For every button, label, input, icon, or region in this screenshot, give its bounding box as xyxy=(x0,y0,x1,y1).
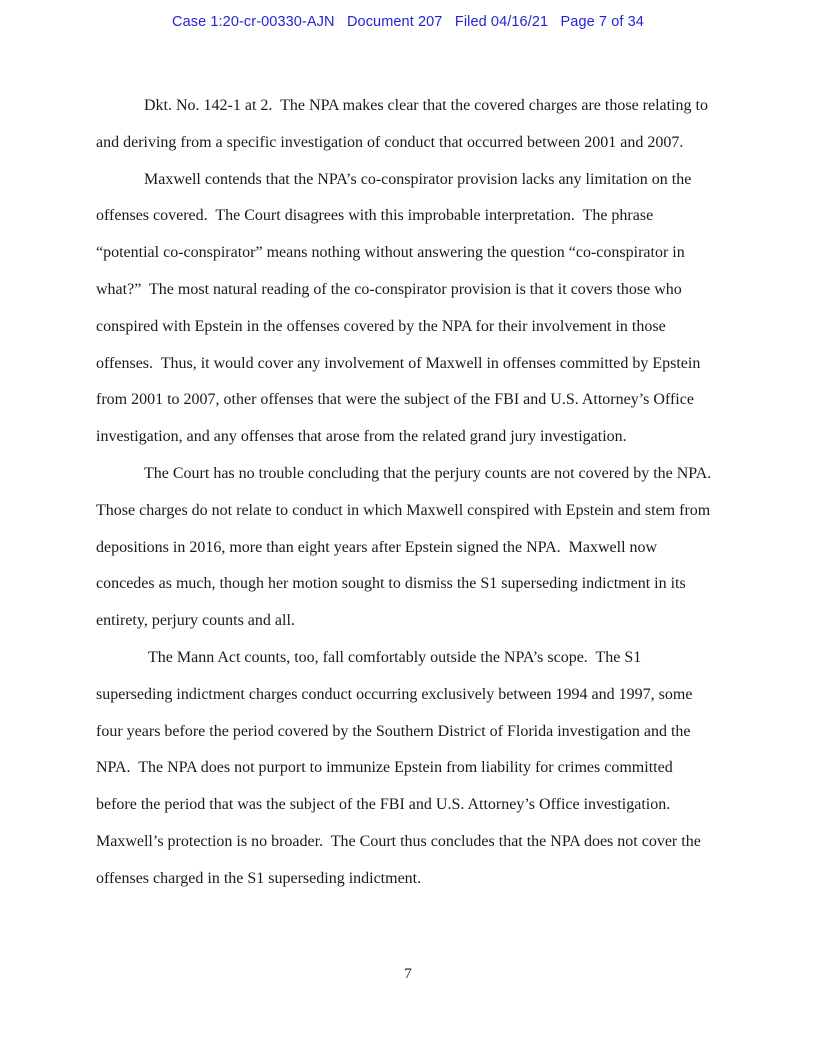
page-number: 7 xyxy=(404,966,412,982)
paragraph-2: Maxwell contends that the NPA’s co-conspirator provision lacks any limitation on the offenses covered. The Court disagrees with this improbable interpretation. The phrase “potential co-conspirator” means nothing without answering the question “co-conspirator in what?” The most natural reading of the co-conspirator provision is that it covers those who conspired with Epstein in the offenses covered by the NPA for their involvement in those offenses. Thus, it would cover any involvement of Maxwell in offenses committed by Epstein from 2001 to 2007, other offenses that were the subject of the FBI and U.S. Attorney’s Office investigation, and any offenses that arose from the related grand jury investigation. xyxy=(96,170,705,446)
document-body xyxy=(96,88,719,898)
paragraph-4: The Mann Act counts, too, fall comfortably outside the NPA’s scope. The S1 superseding indictment charges conduct occurring exclusively between 1994 and 1997, some four years before the period covered by the Southern District of Florida investigation and the NPA. The NPA does not purport to immunize Epstein from liability for crimes committed before the period that was the subject of the FBI and U.S. Attorney’s Office investigation. Maxwell’s protection is no broader. The Court thus concludes that the NPA does not cover the offenses charged in the S1 superseding indictment. xyxy=(96,648,705,887)
paragraph-3: The Court has no trouble concluding that the perjury counts are not covered by the NPA. Those charges do not relate to conduct in which Maxwell conspired with Epstein and stem from depositions in 2016, more than eight years after Epstein signed the NPA. Maxwell now concedes as much, though her motion sought to dismiss the S1 superseding indictment in its entirety, perjury counts and all. xyxy=(96,464,719,630)
case-stamp-header: Case 1:20-cr-00330-AJN Document 207 Filed 04/16/21 Page 7 of 34 xyxy=(172,14,644,30)
paragraph-1: Dkt. No. 142-1 at 2. The NPA makes clear that the covered charges are those relating to and deriving from a specific investigation of conduct that occurred between 2001 and 2007. xyxy=(96,97,712,151)
